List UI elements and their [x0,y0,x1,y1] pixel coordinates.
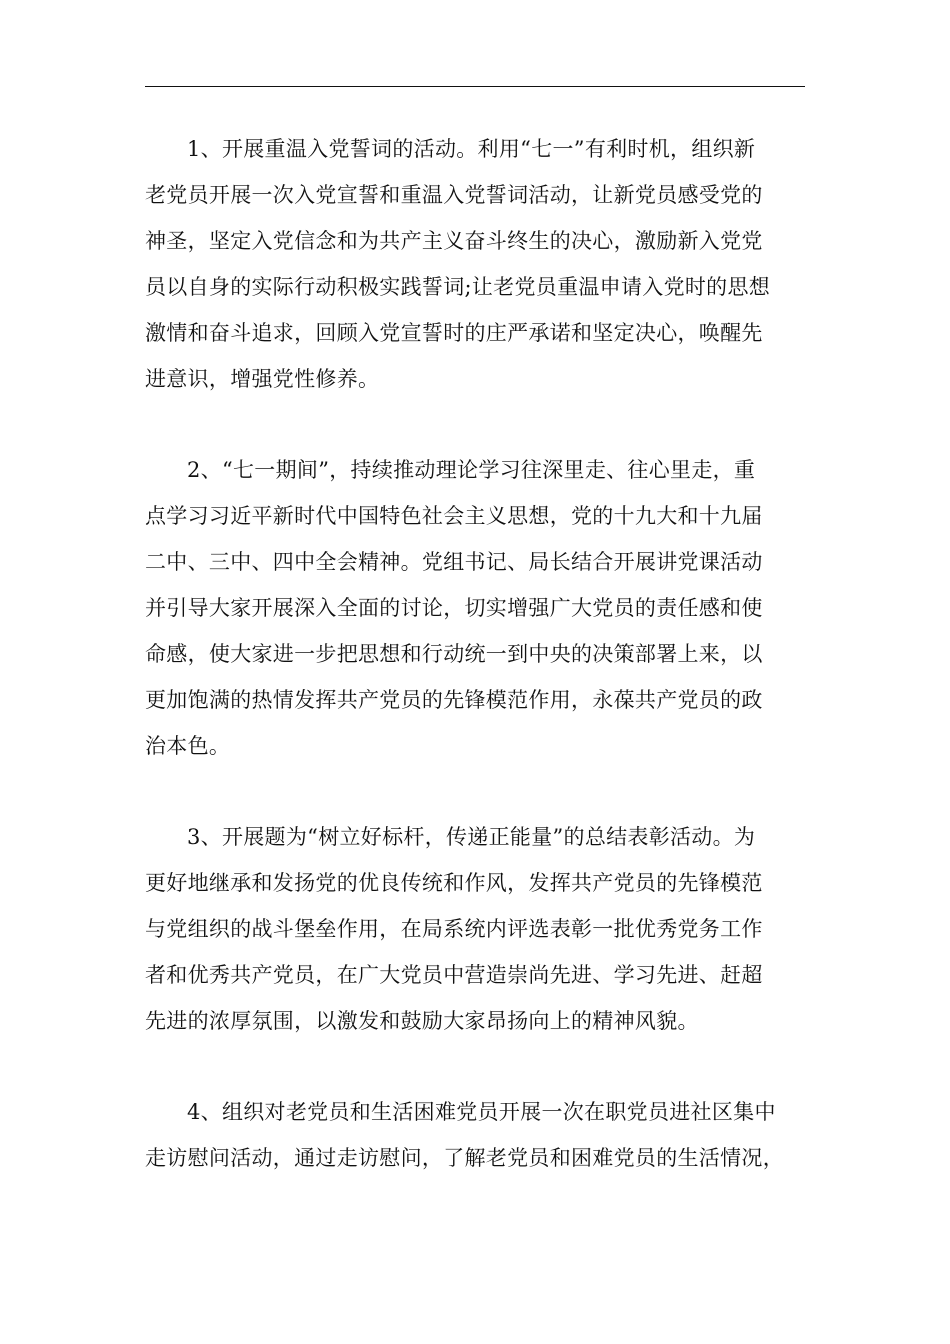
paragraph-line: 并引导大家开展深入全面的讨论，切实增强广大党员的责任感和使 [145,596,763,620]
paragraph-line: 更好地继承和发扬党的优良传统和作风，发挥共产党员的先锋模范 [145,871,763,895]
paragraph-gap [145,402,805,447]
paragraph-line: 与党组织的战斗堡垒作用，在局系统内评选表彰一批优秀党务工作 [145,917,763,941]
paragraph-line: 先进的浓厚氛围，以激发和鼓励大家昂扬向上的精神风貌。 [145,1009,699,1033]
paragraph-line: 二中、三中、四中全会精神。党组书记、局长结合开展讲党课活动 [145,550,763,574]
paragraph-2 [145,447,805,769]
paragraph-line: 命感，使大家进一步把思想和行动统一到中央的决策部署上来，以 [145,642,763,666]
paragraph-line: 更加饱满的热情发挥共产党员的先锋模范作用，永葆共产党员的政 [145,688,763,712]
paragraph-1 [145,126,805,402]
paragraph-line: 3、开展题为“树立好标杆，传递正能量”的总结表彰活动。为 [187,825,756,849]
header-rule [145,86,805,87]
paragraph-line: 2、“七一期间”，持续推动理论学习往深里走、往心里走，重 [187,458,756,482]
paragraph-line: 治本色。 [145,734,231,758]
paragraph-line: 1、开展重温入党誓词的活动。利用“七一”有利时机，组织新 [187,137,756,161]
paragraph-line: 点学习习近平新时代中国特色社会主义思想，党的十九大和十九届 [145,504,763,528]
paragraph-4 [145,1089,805,1181]
paragraph-gap [145,1044,805,1089]
paragraph-line: 员以自身的实际行动积极实践誓词;让老党员重温申请入党时的思想 [145,275,771,299]
paragraph-line: 神圣，坚定入党信念和为共产主义奋斗终生的决心，激励新入党党 [145,229,763,253]
paragraph-line: 老党员开展一次入党宣誓和重温入党誓词活动，让新党员感受党的 [145,183,763,207]
paragraph-line: 4、组织对老党员和生活困难党员开展一次在职党员进社区集中 [187,1100,776,1124]
paragraph-3 [145,814,805,1044]
paragraph-line: 进意识，增强党性修养。 [145,367,380,391]
paragraph-line: 者和优秀共产党员，在广大党员中营造崇尚先进、学习先进、赶超 [145,963,763,987]
paragraph-line: 激情和奋斗追求，回顾入党宣誓时的庄严承诺和坚定决心，唤醒先 [145,321,763,345]
paragraph-gap [145,769,805,814]
paragraph-line: 走访慰问活动，通过走访慰问，了解老党员和困难党员的生活情况， [145,1146,784,1170]
document-body [145,126,805,1181]
